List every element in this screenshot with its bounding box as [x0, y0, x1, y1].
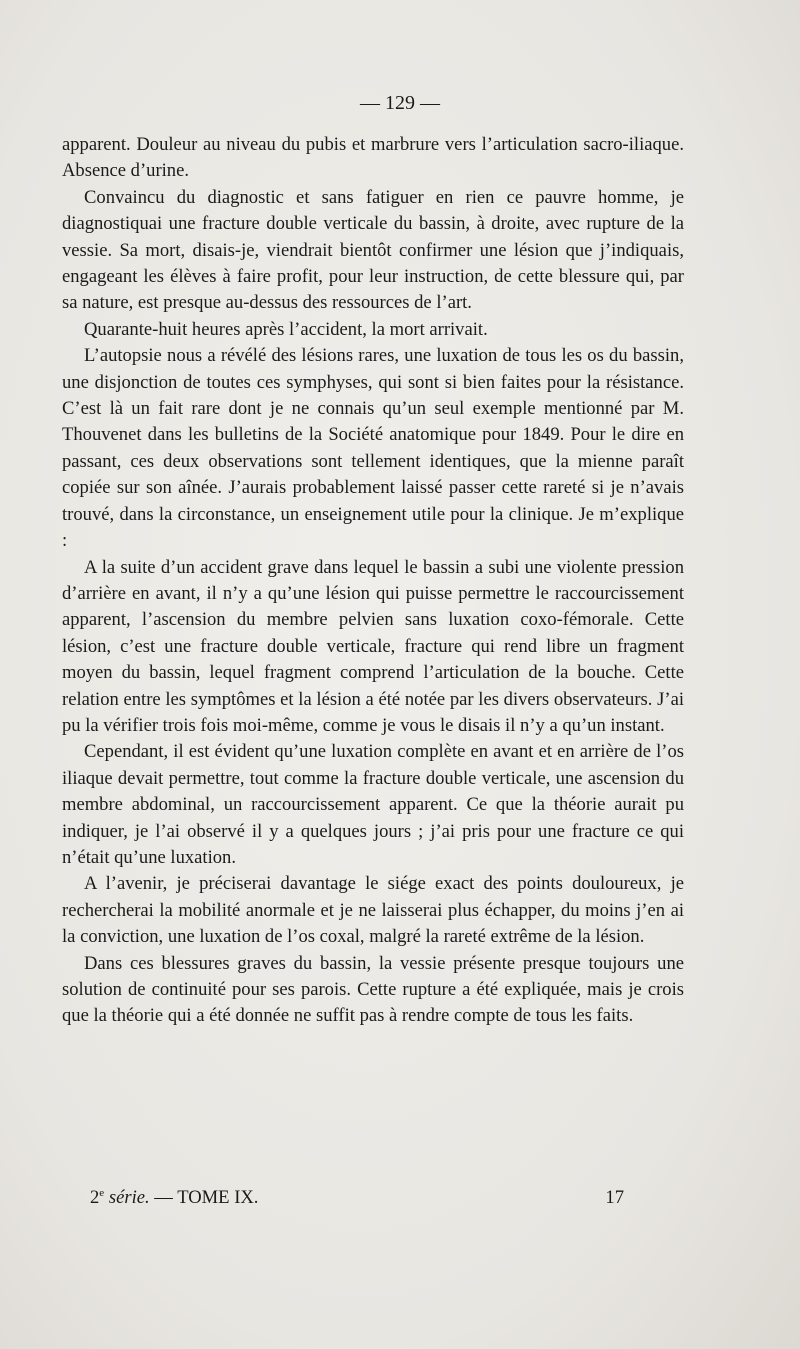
paragraph: Cependant, il est évident qu’une luxation complète en avant et en arrière de l’os iliaque devait permettre, tout comme la fracture double verticale, une ascension du membre abdominal, un raccourcissement apparent. Ce que la théorie aurait pu indiquer, je l’ai observé il y a quelques jours ; j’ai pris pour une fracture ce qui n’était qu’une luxation.: [62, 741, 684, 868]
series-tome-label: [90, 1187, 258, 1209]
signature-mark: 17: [605, 1187, 624, 1208]
series-number: 2: [90, 1187, 100, 1209]
paragraph: Quarante-huit heures après l’accident, la mort arrivait.: [84, 318, 488, 340]
page-footer: [90, 1187, 624, 1209]
paragraph: Convaincu du diagnostic et sans fatiguer en rien ce pauvre homme, je diagnostiquai une fracture double verticale du bassin, à droite, avec rupture de la vessie. Sa mort, disais-je, viendrait bientôt confirmer une lésion que j’indiquais, engageant les élèves à faire profit, pour leur instruction, de cette blessure qui, par sa nature, est presque au-dessus des ressources de l’art.: [62, 186, 684, 314]
body-text: [62, 132, 684, 1030]
paragraph: A la suite d’un accident grave dans lequel le bassin a subi une violente pression d’arrière en avant, il n’y a qu’une lésion qui puisse permettre le raccourcissement apparent, l’ascension du membre pelvien sans luxation coxo-fémorale. Cette lésion, c’est une fracture double verticale, fracture qui rend libre un fragment moyen du bassin, lequel fragment comprend l’articulation de la bouche. Cette relation entre les symptômes et la lésion a été notée par les divers observateurs. J’ai pu la vérifier trois fois moi-même, comme je vous le disais il n’y a qu’un instant.: [62, 556, 684, 736]
paragraph: apparent. Douleur au niveau du pubis et marbrure vers l’articulation sacro-iliaque. Absence d’urine.: [62, 134, 684, 182]
paragraph: L’autopsie nous a révélé des lésions rares, une luxation de tous les os du bassin, une disjonction de toutes ces symphyses, qui sont si bien faites pour la résistance. C’est là un fait rare dont je ne connais qu’un seul exemple mentionné par M. Thouvenet dans les bulletins de la Société anatomique pour 1849. Pour le dire en passant, ces deux observations sont tellement identiques, que la mienne paraît copiée sur son aînée. J’aurais probablement laissé passer cette rareté si je n’avais trouvé, dans la circonstance, un enseignement utile pour la clinique. Je m’explique :: [62, 345, 684, 552]
paragraph: Dans ces blessures graves du bassin, la vessie présente presque toujours une solution de continuité pour ses parois. Cette rupture a été expliquée, mais je crois que la théorie qui a été donnée ne suffit pas à rendre compte de tous les faits.: [62, 952, 684, 1027]
paragraph: A l’avenir, je préciserai davantage le siége exact des points douloureux, je rechercherai la mobilité anormale et je ne laisserai plus échapper, du moins j’en ai la conviction, une luxation de l’os coxal, malgré la rareté extrême de la lésion.: [62, 873, 684, 948]
page-number-header: — 129 —: [360, 92, 440, 114]
series-superscript: e: [99, 1187, 105, 1199]
series-word: série.: [108, 1187, 150, 1209]
tome-label: — TOME IX.: [154, 1187, 259, 1209]
